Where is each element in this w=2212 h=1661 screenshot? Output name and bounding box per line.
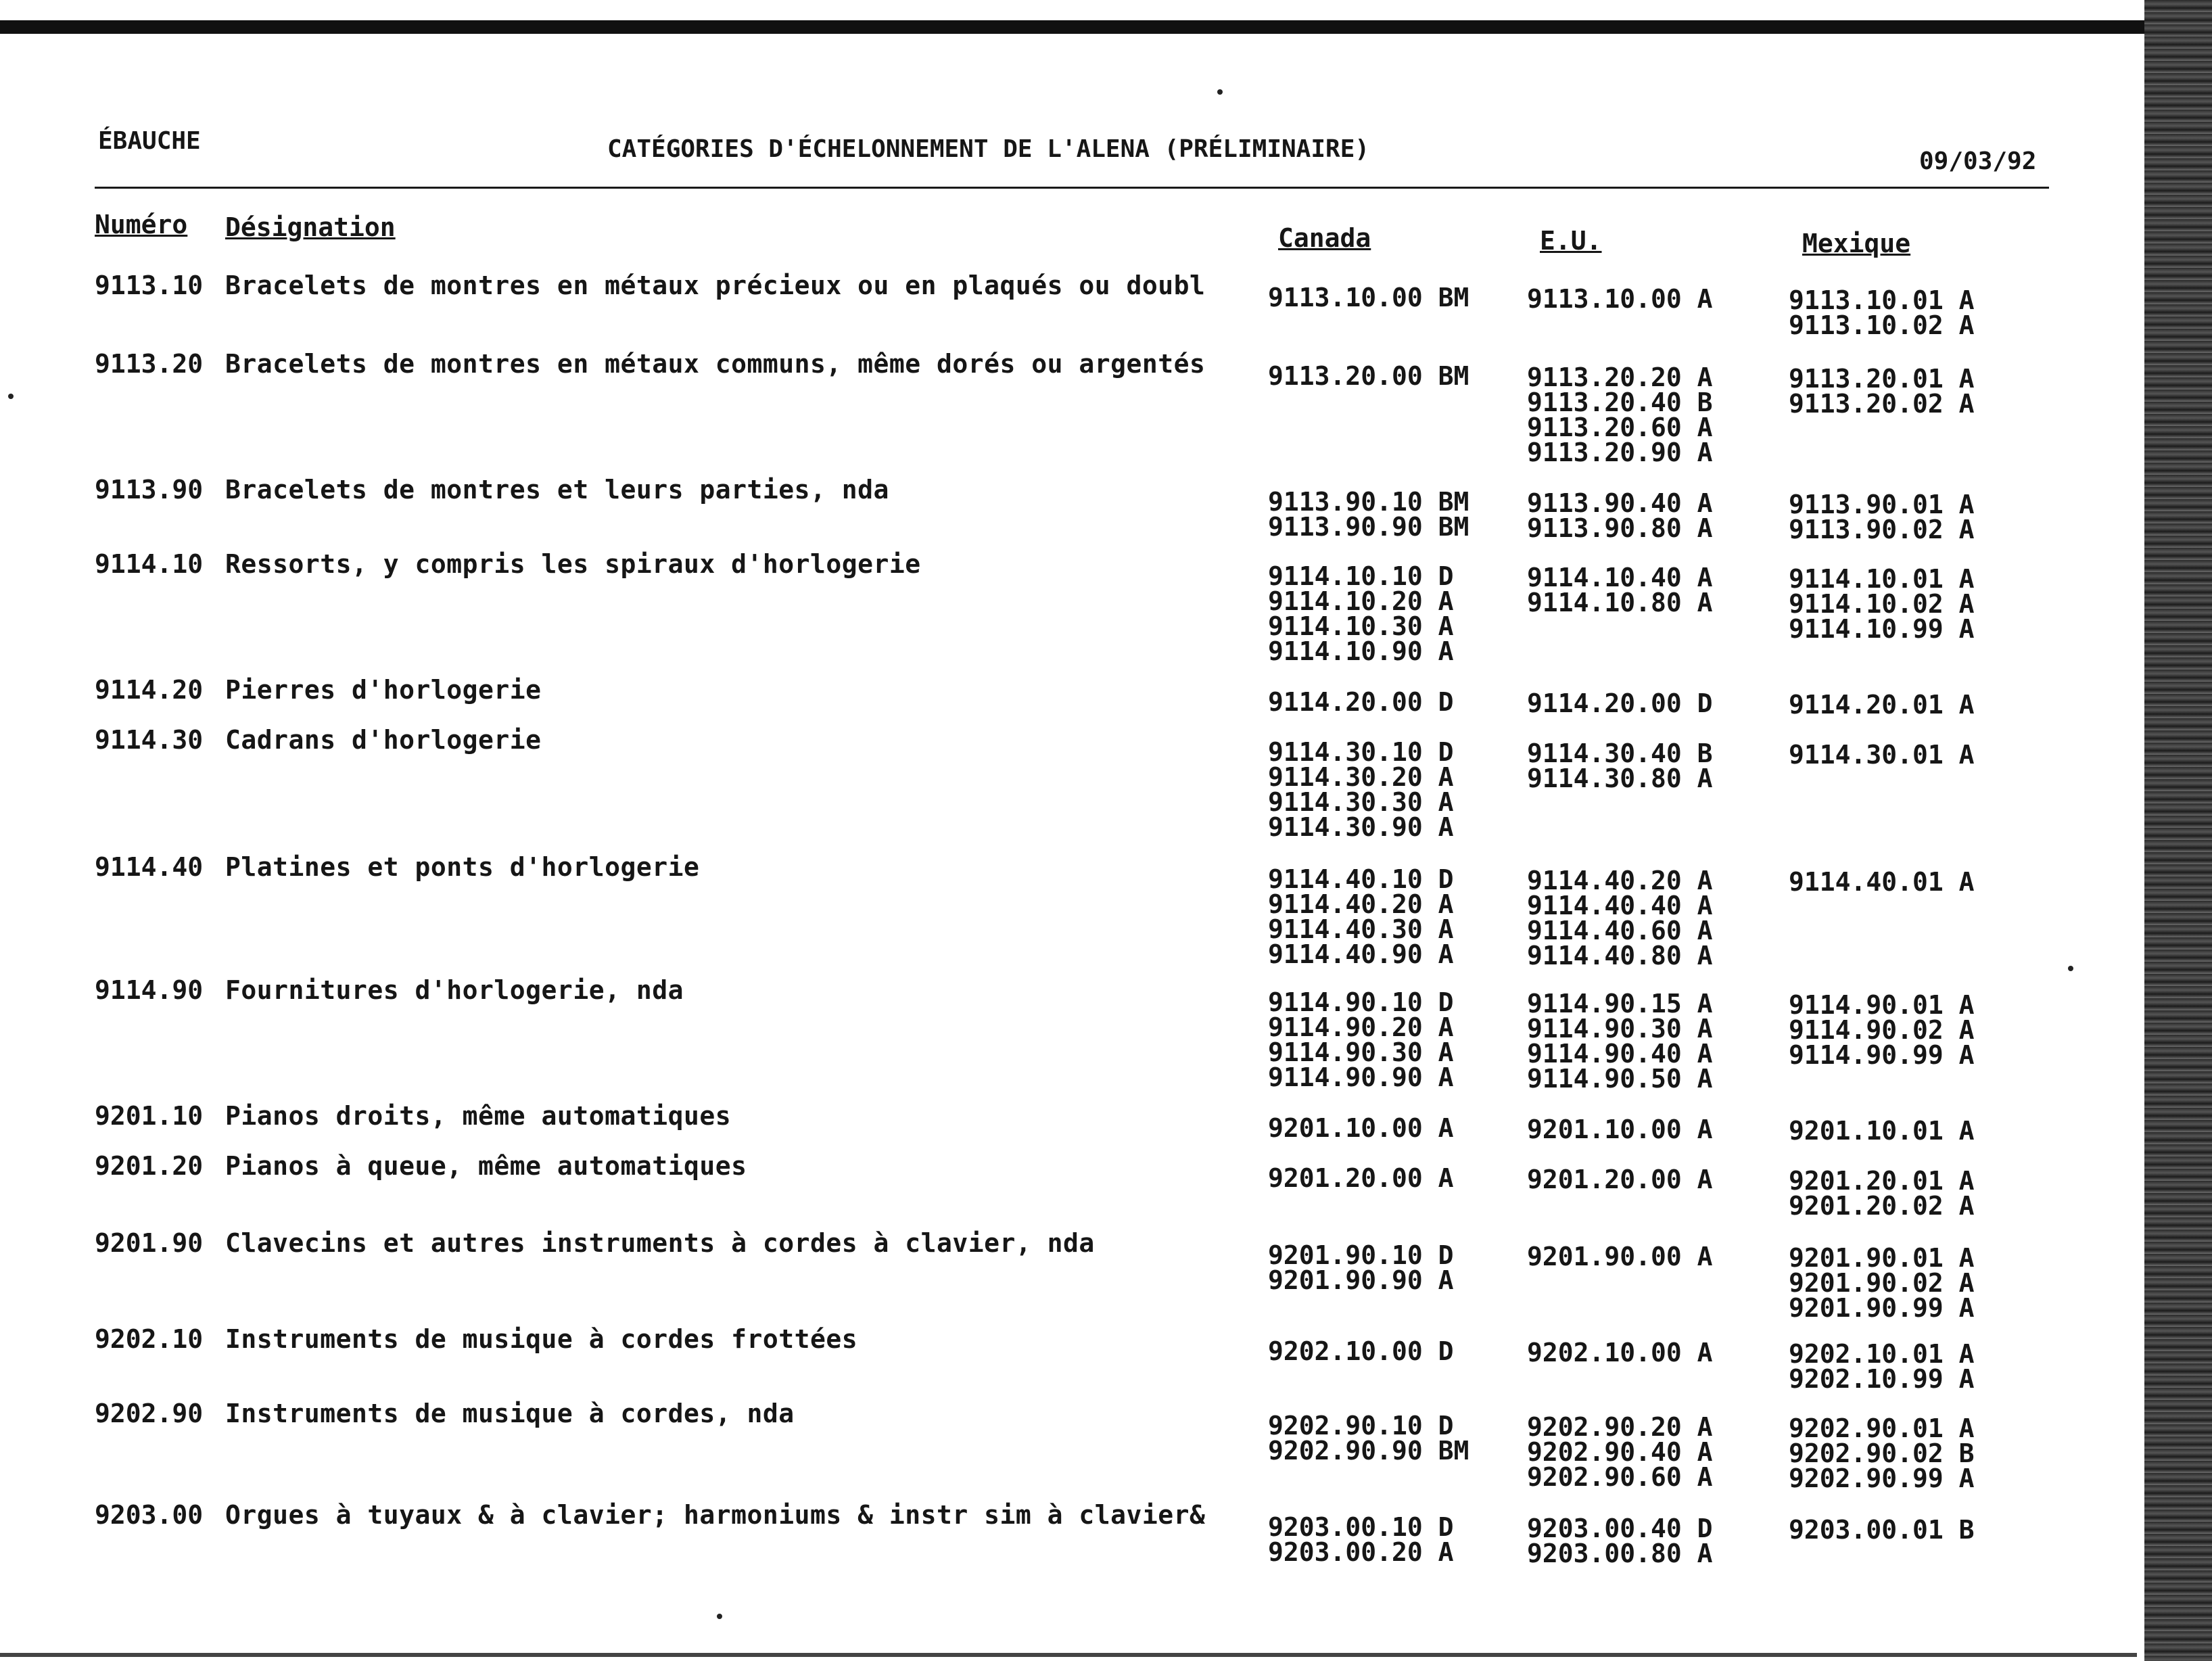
codes-us: [1527, 362, 1713, 467]
column-header-designation: Désignation: [225, 212, 396, 242]
tariff-code: 9113.20.00 BM: [1268, 361, 1469, 391]
tariff-code: 9114.90.30 A: [1527, 1014, 1713, 1044]
scan-speck: [2068, 966, 2073, 971]
tariff-code: 9114.10.30 A: [1268, 611, 1454, 641]
tariff-code: 9113.90.10 BM: [1268, 487, 1469, 517]
tariff-number: 9201.20: [95, 1151, 204, 1181]
tariff-code: 9113.10.00 BM: [1268, 283, 1469, 312]
tariff-code: 9113.90.80 A: [1527, 513, 1713, 543]
tariff-number: 9203.00: [95, 1500, 204, 1530]
column-header-mexique: Mexique: [1802, 229, 1911, 258]
tariff-code: 9201.10.01 A: [1789, 1116, 1975, 1146]
codes-us: [1527, 1340, 1713, 1365]
tariff-code: 9113.10.02 A: [1789, 310, 1975, 340]
codes-mx: [1789, 564, 1975, 644]
tariff-code: 9202.90.01 A: [1789, 1413, 1975, 1443]
tariff-code: 9113.20.02 A: [1789, 389, 1975, 419]
document-date: 09/03/92: [1919, 147, 2037, 175]
tariff-code: 9114.20.00 D: [1268, 687, 1454, 717]
tariff-code: 9201.90.00 A: [1527, 1242, 1713, 1271]
tariff-code: 9201.90.10 D: [1268, 1240, 1454, 1270]
tariff-code: 9202.90.99 A: [1789, 1464, 1975, 1493]
tariff-designation: Ressorts, y compris les spiraux d'horlogerie: [225, 549, 921, 579]
tariff-code: 9114.20.01 A: [1789, 690, 1975, 720]
tariff-code: 9114.40.80 A: [1527, 941, 1713, 970]
tariff-number: 9202.90: [95, 1399, 204, 1428]
tariff-code: 9114.10.20 A: [1268, 586, 1454, 616]
tariff-code: 9114.90.99 A: [1789, 1040, 1975, 1070]
tariff-designation: Platines et ponts d'horlogerie: [225, 852, 700, 882]
tariff-code: 9114.20.00 D: [1527, 688, 1713, 718]
tariff-designation: Instruments de musique à cordes frottées: [225, 1324, 858, 1354]
tariff-code: 9114.90.40 A: [1527, 1039, 1713, 1069]
codes-mx: [1789, 1339, 1975, 1394]
tariff-code: 9113.90.01 A: [1789, 490, 1975, 519]
tariff-designation: Clavecins et autres instruments à cordes à clavier, nda: [225, 1228, 1095, 1258]
tariff-code: 9203.00.20 A: [1268, 1537, 1454, 1567]
codes-ca: [1268, 1336, 1454, 1366]
codes-mx: [1789, 1116, 1975, 1146]
tariff-code: 9201.90.02 A: [1789, 1268, 1975, 1298]
tariff-designation: Pierres d'horlogerie: [225, 675, 542, 705]
tariff-code: 9114.10.01 A: [1789, 564, 1975, 594]
codes-mx: [1789, 1413, 1975, 1493]
tariff-code: 9114.40.40 A: [1527, 891, 1713, 920]
codes-mx: [1789, 867, 1975, 897]
page-title: CATÉGORIES D'ÉCHELONNEMENT DE L'ALENA (PRÉLIMINAIRE): [607, 135, 1370, 163]
tariff-code: 9113.90.02 A: [1789, 515, 1975, 544]
header-rule: [95, 187, 2049, 189]
tariff-code: 9114.30.40 B: [1527, 739, 1713, 768]
tariff-code: 9201.20.00 A: [1527, 1165, 1713, 1194]
scan-speck: [1217, 89, 1223, 95]
tariff-code: 9202.10.99 A: [1789, 1364, 1975, 1394]
tariff-code: 9114.30.30 A: [1268, 787, 1454, 817]
tariff-code: 9201.20.02 A: [1789, 1191, 1975, 1221]
tariff-code: 9114.90.90 A: [1268, 1062, 1454, 1092]
codes-us: [1527, 488, 1713, 543]
tariff-number: 9114.90: [95, 975, 204, 1005]
scan-bottom-border: [0, 1653, 2137, 1657]
tariff-code: 9114.40.60 A: [1527, 916, 1713, 945]
codes-mx: [1789, 690, 1975, 720]
tariff-code: 9113.20.40 B: [1527, 388, 1713, 417]
codes-ca: [1268, 1512, 1454, 1567]
tariff-code: 9113.20.60 A: [1527, 413, 1713, 442]
tariff-code: 9202.90.60 A: [1527, 1462, 1713, 1492]
tariff-code: 9113.90.90 BM: [1268, 512, 1469, 542]
codes-ca: [1268, 864, 1454, 969]
tariff-number: 9201.90: [95, 1228, 204, 1258]
tariff-designation: Fournitures d'horlogerie, nda: [225, 975, 684, 1005]
tariff-code: 9203.00.80 A: [1527, 1539, 1713, 1568]
tariff-number: 9202.10: [95, 1324, 204, 1354]
tariff-code: 9202.10.00 D: [1268, 1336, 1454, 1366]
tariff-code: 9114.10.40 A: [1527, 563, 1713, 592]
tariff-code: 9114.90.10 D: [1268, 987, 1454, 1017]
tariff-code: 9201.10.00 A: [1268, 1113, 1454, 1143]
tariff-code: 9114.10.99 A: [1789, 614, 1975, 644]
codes-ca: [1268, 1113, 1454, 1143]
codes-us: [1527, 1244, 1713, 1269]
codes-us: [1527, 565, 1713, 615]
tariff-code: 9203.00.10 D: [1268, 1512, 1454, 1542]
tariff-code: 9113.20.90 A: [1527, 438, 1713, 467]
codes-mx: [1789, 990, 1975, 1070]
codes-us: [1527, 1167, 1713, 1192]
tariff-code: 9114.40.01 A: [1789, 867, 1975, 897]
tariff-code: 9114.90.15 A: [1527, 989, 1713, 1019]
codes-ca: [1268, 987, 1454, 1092]
codes-mx: [1789, 492, 1975, 542]
tariff-code: 9201.10.00 A: [1527, 1115, 1713, 1144]
scan-top-border: [0, 20, 2212, 34]
column-header-eu: E.U.: [1540, 226, 1602, 256]
tariff-code: 9203.00.01 B: [1789, 1515, 1975, 1545]
tariff-code: 9113.20.01 A: [1789, 364, 1975, 394]
tariff-code: 9202.90.02 B: [1789, 1438, 1975, 1468]
tariff-code: 9114.90.30 A: [1268, 1037, 1454, 1067]
draft-label: ÉBAUCHE: [98, 127, 201, 155]
tariff-designation: Orgues à tuyaux & à clavier; harmoniums & instr sim à clavier&: [225, 1500, 1206, 1530]
tariff-code: 9114.30.20 A: [1268, 762, 1454, 792]
tariff-number: 9113.90: [95, 475, 204, 505]
column-header-canada: Canada: [1278, 223, 1371, 253]
tariff-number: 9201.10: [95, 1101, 204, 1131]
codes-ca: [1268, 687, 1454, 717]
tariff-code: 9113.20.20 A: [1527, 362, 1713, 392]
tariff-code: 9114.10.80 A: [1527, 588, 1713, 617]
codes-ca: [1268, 1240, 1454, 1295]
codes-mx: [1789, 1166, 1975, 1221]
codes-us: [1527, 991, 1713, 1092]
tariff-code: 9114.30.10 D: [1268, 737, 1454, 767]
tariff-code: 9114.90.20 A: [1268, 1012, 1454, 1042]
tariff-designation: Pianos à queue, même automatiques: [225, 1151, 747, 1181]
codes-mx: [1789, 285, 1975, 340]
tariff-code: 9114.90.50 A: [1527, 1064, 1713, 1094]
tariff-code: 9202.90.90 BM: [1268, 1436, 1469, 1466]
tariff-code: 9201.20.01 A: [1789, 1166, 1975, 1196]
tariff-code: 9114.30.80 A: [1527, 764, 1713, 793]
tariff-number: 9114.30: [95, 725, 204, 755]
tariff-code: 9114.30.90 A: [1268, 812, 1454, 842]
tariff-code: 9202.90.20 A: [1527, 1412, 1713, 1442]
tariff-designation: Bracelets de montres et leurs parties, nda: [225, 475, 889, 505]
scan-right-edge: [2144, 0, 2212, 1661]
tariff-number: 9113.10: [95, 271, 204, 300]
tariff-code: 9114.40.20 A: [1527, 866, 1713, 895]
tariff-code: 9114.40.10 D: [1268, 864, 1454, 894]
tariff-code: 9114.90.02 A: [1789, 1015, 1975, 1045]
column-header-numero: Numéro: [95, 210, 188, 239]
tariff-code: 9114.10.02 A: [1789, 589, 1975, 619]
codes-us: [1527, 284, 1713, 314]
codes-mx: [1789, 740, 1975, 770]
codes-us: [1527, 688, 1713, 718]
tariff-designation: Bracelets de montres en métaux communs, même dorés ou argentés: [225, 349, 1206, 379]
tariff-code: 9113.10.01 A: [1789, 285, 1975, 315]
codes-mx: [1789, 1243, 1975, 1323]
tariff-code: 9113.90.40 A: [1527, 488, 1713, 518]
tariff-code: 9201.90.99 A: [1789, 1293, 1975, 1323]
codes-us: [1527, 741, 1713, 791]
codes-ca: [1268, 561, 1454, 666]
codes-us: [1527, 1412, 1713, 1492]
codes-us: [1527, 1516, 1713, 1566]
tariff-code: 9114.10.90 A: [1268, 636, 1454, 666]
tariff-code: 9114.40.20 A: [1268, 889, 1454, 919]
tariff-number: 9114.20: [95, 675, 204, 705]
scan-speck: [8, 394, 14, 399]
codes-ca: [1268, 285, 1469, 310]
scan-speck: [717, 1614, 722, 1619]
tariff-code: 9203.00.40 D: [1527, 1514, 1713, 1543]
tariff-code: 9113.10.00 A: [1527, 284, 1713, 314]
tariff-code: 9202.10.01 A: [1789, 1339, 1975, 1369]
codes-us: [1527, 868, 1713, 968]
tariff-designation: Bracelets de montres en métaux précieux ou en plaqués ou doubl: [225, 271, 1206, 300]
codes-ca: [1268, 1413, 1469, 1464]
tariff-designation: Instruments de musique à cordes, nda: [225, 1399, 795, 1428]
tariff-code: 9202.90.10 D: [1268, 1411, 1454, 1441]
tariff-code: 9114.90.01 A: [1789, 990, 1975, 1020]
tariff-code: 9114.30.01 A: [1789, 740, 1975, 770]
tariff-number: 9114.10: [95, 549, 204, 579]
codes-ca: [1268, 1163, 1454, 1193]
tariff-code: 9114.10.10 D: [1268, 561, 1454, 591]
tariff-code: 9201.90.01 A: [1789, 1243, 1975, 1273]
codes-mx: [1789, 364, 1975, 419]
codes-us: [1527, 1117, 1713, 1142]
tariff-code: 9114.40.30 A: [1268, 914, 1454, 944]
tariff-number: 9114.40: [95, 852, 204, 882]
tariff-designation: Pianos droits, même automatiques: [225, 1101, 732, 1131]
codes-ca: [1268, 361, 1469, 391]
tariff-code: 9114.40.90 A: [1268, 939, 1454, 969]
tariff-code: 9202.90.40 A: [1527, 1437, 1713, 1467]
tariff-code: 9202.10.00 A: [1527, 1338, 1713, 1367]
tariff-code: 9201.90.90 A: [1268, 1265, 1454, 1295]
codes-mx: [1789, 1515, 1975, 1545]
codes-ca: [1268, 737, 1454, 842]
tariff-designation: Cadrans d'horlogerie: [225, 725, 542, 755]
tariff-code: 9201.20.00 A: [1268, 1163, 1454, 1193]
codes-ca: [1268, 487, 1469, 542]
tariff-number: 9113.20: [95, 349, 204, 379]
